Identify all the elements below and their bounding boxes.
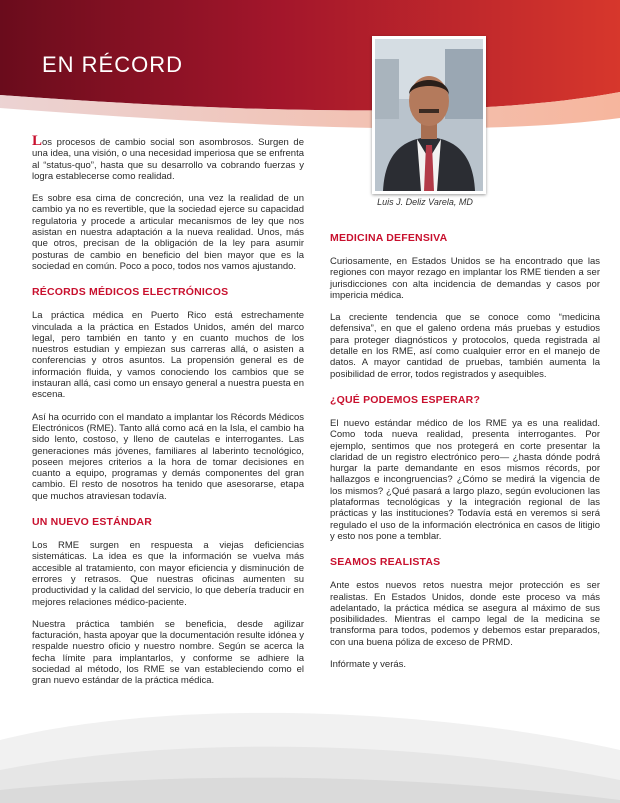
paragraph: Ante estos nuevos retos nuestra mejor protección es ser realistas. En Estados Unidos, donde este proceso va más adelantado, la práctica médica se asegura al máximo de sus posibilidades. Mientras el campo legal de la medicina se transforma para todos, podemos y debemos estar preparados, con una buena póliza de exceso de PRMD.: [330, 580, 600, 648]
right-column: [330, 232, 600, 681]
photo-caption: Luis J. Deliz Varela, MD: [377, 197, 473, 207]
section-heading-estandar: UN NUEVO ESTÁNDAR: [32, 516, 153, 529]
section-heading-records: RÉCORDS MÉDICOS ELECTRÓNICOS: [32, 286, 229, 299]
paragraph: La creciente tendencia que se conoce como “medicina defensiva”, en que el galeno ordena más pruebas y estudios para proteger diagnósticos y protocolos, queda registrada al detalle en los RME, así como cualquier error en el manejo de datos. A mayor cantidad de pruebas, también aumenta la posibilidad de error, todos registrados y asequibles.: [330, 312, 600, 380]
author-photo: [372, 36, 486, 194]
paragraph: Los RME surgen en respuesta a viejas deficiencias sistemáticas. La idea es que la información se vuelva más accesible al tratamiento, con mayor eficiencia y disminución de errores y retrasos. Que nuestras oficinas aumenten su productividad y la calidad del servicio, lo que debería traducir en mejores relaciones médico-paciente.: [32, 540, 304, 608]
paragraph: La práctica médica en Puerto Rico está estrechamente vinculada a la práctica en Estados Unidos, amén del marco legal, pero también en tanto y en cuanto muchos de los nuestros estudian y empiezan sus carreras allá, o asisten a conferencias y otros asuntos. La propensión general es de información fluida, y vamos conociendo los cambios que se instauran allá, casi como un ensayo general a nuestra puesta en escena.: [32, 310, 304, 401]
paragraph: Curiosamente, en Estados Unidos se ha encontrado que las regiones con mayor rezago en implantar los RME tienden a ser jurisdicciones con alta incidencia de demandas y casos por impericia médica.: [330, 256, 600, 301]
closing-line: Infórmate y verás.: [330, 659, 407, 671]
intro-paragraph: [32, 133, 304, 182]
paragraph: El nuevo estándar médico de los RME ya es una realidad. Como toda nueva realidad, presenta interrogantes. Por ejemplo, sentimos que nos protegerá en corte presentar la claridad de un registro electrónico pero— ¿hasta dónde podrá hurgar la parte demandante en esos mismos récords, por hallazgos e incongruencias? ¿Cómo se medirá la vigencia de los mismos? ¿Qué pasará a largo plazo, según evolucionen las plataformas tecnológicas y la integración regional de las prácticas y las instituciones? Todavía está en veremos si será regulado el uso de la información electrónica en casos de litigio y esto nos pone a temblar.: [330, 417, 600, 542]
paragraph: Nuestra práctica también se beneficia, desde agilizar facturación, hasta apoyar que la documentación resulte idónea y respalde nuestro oficio y nuestro nombre. Según se acerca la fecha límite para implantarlos, y conforme se adhiere la sociedad al método, los RME se van estableciendo como el gran nuevo estándar de la práctica médica.: [32, 618, 304, 687]
intro-text: os procesos de cambio social son asombrosos. Surgen de una idea, una visión, o una necesidad imperiosa que se enfrenta al “status-quo”, hasta que su desarrollo va cobrando fuerzas y logra establecerse como realidad.: [32, 137, 304, 182]
section-heading-realistas: SEAMOS REALISTAS: [330, 556, 441, 569]
section-heading-esperar: ¿QUÉ PODEMOS ESPERAR?: [330, 393, 481, 406]
drop-cap: L: [32, 133, 43, 149]
paragraph: Es sobre esa cima de concreción, una vez la realidad de un cambio ya no es revertible, que la sociedad ejerce su capacidad regulatoria y procede a articular mecanismos de ley que nos asistan en nuestra adaptación a la nueva realidad. Unos, más que otros, precisan de la obligación de la ley para asumir posturas de cambio en beneficio del bien mayor que es la sociedad en común. Poco a poco, todos nos vamos ajustando.: [32, 193, 304, 272]
paragraph: Así ha ocurrido con el mandato a implantar los Récords Médicos Electrónicos (RME). Tanto allá como acá en la Isla, el cambio ha sido lento, costoso, y lleno de cautelas e interrogantes. Las generaciones más jóvenes, familiares al laberinto tecnológico, poseen mejores criterios a la hora de tomar decisiones en cuanto a equipo, programas y demás componentes del gran cambio. El resto de nosotros ha tenido que asesorarse, etapa que muchos atraviesan todavía.: [32, 411, 304, 502]
page-title: EN RÉCORD: [42, 52, 184, 77]
section-heading-medicina: MEDICINA DEFENSIVA: [330, 232, 448, 244]
left-column: [32, 133, 304, 698]
